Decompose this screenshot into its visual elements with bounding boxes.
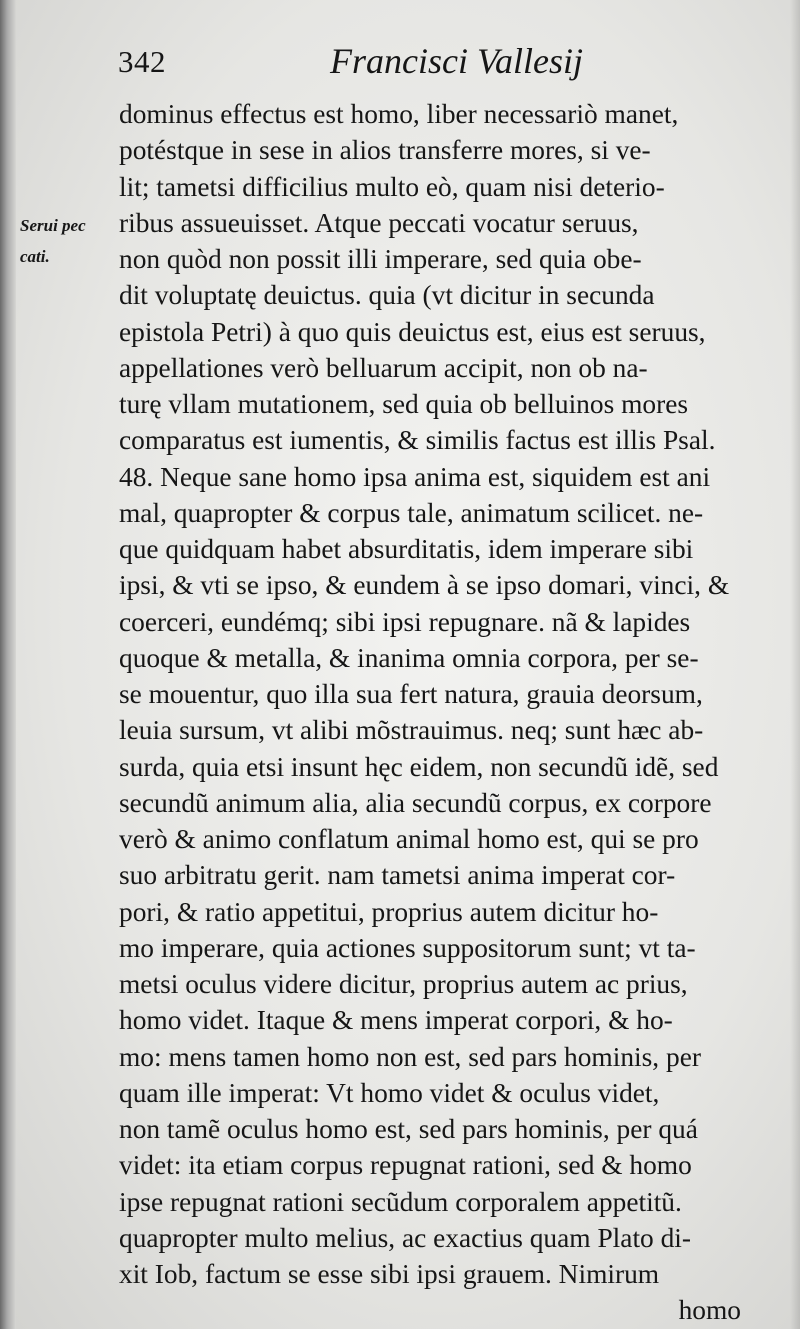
text-line: verò & animo conflatum animal homo est, qui se pro xyxy=(119,824,699,854)
body-text xyxy=(119,96,769,1329)
text-line: non tamẽ oculus homo est, sed pars hominis, per quá xyxy=(119,1114,698,1144)
marginal-note-line: cati. xyxy=(20,247,50,266)
text-line: mal, quapropter & corpus tale, animatum scilicet. ne- xyxy=(119,497,704,528)
text-line: lit; tametsi difficilius multo eò, quam nisi deterio- xyxy=(119,171,665,202)
page-header xyxy=(118,40,758,90)
text-line: dominus effectus est homo, liber necessariò manet, xyxy=(119,99,679,129)
text-line: ribus assueuisset. Atque peccati vocatur seruus, xyxy=(119,207,639,238)
text-line: secundũ animum alia, alia secundũ corpus, ex corpore xyxy=(119,787,712,818)
text-line: surda, quia etsi insunt hęc eidem, non secundũ idẽ, sed xyxy=(119,751,719,782)
text-line: epistola Petri) à quo quis deuictus est, eius est seruus, xyxy=(119,316,706,347)
text-line: metsi oculus videre dicitur, proprius autem ac prius, xyxy=(119,969,688,999)
text-line: mo imperare, quia actiones suppositorum sunt; vt ta- xyxy=(119,932,696,963)
text-line: ipsi, & vti se ipso, & eundem à se ipso domari, vinci, & xyxy=(119,570,730,601)
text-line: ipse repugnat rationi secũdum corporalem appetitũ. xyxy=(119,1186,682,1217)
text-line: quapropter multo melius, ac exactius quam Plato di- xyxy=(119,1222,692,1253)
text-line: comparatus est iumentis, & similis factus est illis Psal. xyxy=(119,425,716,456)
marginal-note xyxy=(20,210,116,272)
text-line: turę vllam mutationem, sed quia ob belluinos mores xyxy=(119,389,689,419)
text-line: mo: mens tamen homo non est, sed pars hominis, per xyxy=(119,1041,701,1072)
text-line: potéstque in sese in alios transferre mores, si ve- xyxy=(119,135,651,166)
text-line: dit voluptatę deuictus. quia (vt dicitur in secunda xyxy=(119,280,655,311)
text-line: non quòd non possit illi imperare, sed quia obe- xyxy=(119,244,642,274)
text-line: quam ille imperat: Vt homo videt & oculus videt, xyxy=(119,1077,660,1108)
text-line: 48. Neque sane homo ipsa anima est, siquidem est ani xyxy=(119,461,711,492)
text-line: suo arbitratu gerit. nam tametsi anima imperat cor- xyxy=(119,860,676,891)
page-edge-shadow xyxy=(790,0,800,1329)
text-line: pori, & ratio appetitui, proprius autem dicitur ho- xyxy=(119,896,659,927)
text-line: quoque & metalla, & inanima omnia corpora, per se- xyxy=(119,642,699,673)
text-line: xit Iob, factum se esse sibi ipsi grauem. Nimirum xyxy=(119,1259,660,1289)
text-line: appellationes verò belluarum accipit, non ob na- xyxy=(119,352,648,383)
catchword: homo xyxy=(678,1295,741,1326)
text-line: se mouentur, quo illa sua fert natura, grauia deorsum, xyxy=(119,679,703,709)
page-number: 342 xyxy=(118,44,166,79)
text-line: homo videt. Itaque & mens imperat corpori, & ho- xyxy=(119,1005,673,1036)
page-gutter-shadow xyxy=(0,0,16,1329)
text-line: coerceri, eundémq; sibi ipsi repugnare. nã & lapides xyxy=(119,606,691,637)
running-title: Francisci Vallesij xyxy=(330,41,583,81)
text-line: videt: ita etiam corpus repugnat rationi, sed & homo xyxy=(119,1150,692,1181)
text-line: que quidquam habet absurditatis, idem imperare sibi xyxy=(119,534,694,564)
marginal-note-line: Serui pec xyxy=(20,216,86,235)
text-line: leuia sursum, vt alibi mõstrauimus. neq; sunt hæc ab- xyxy=(119,715,704,746)
